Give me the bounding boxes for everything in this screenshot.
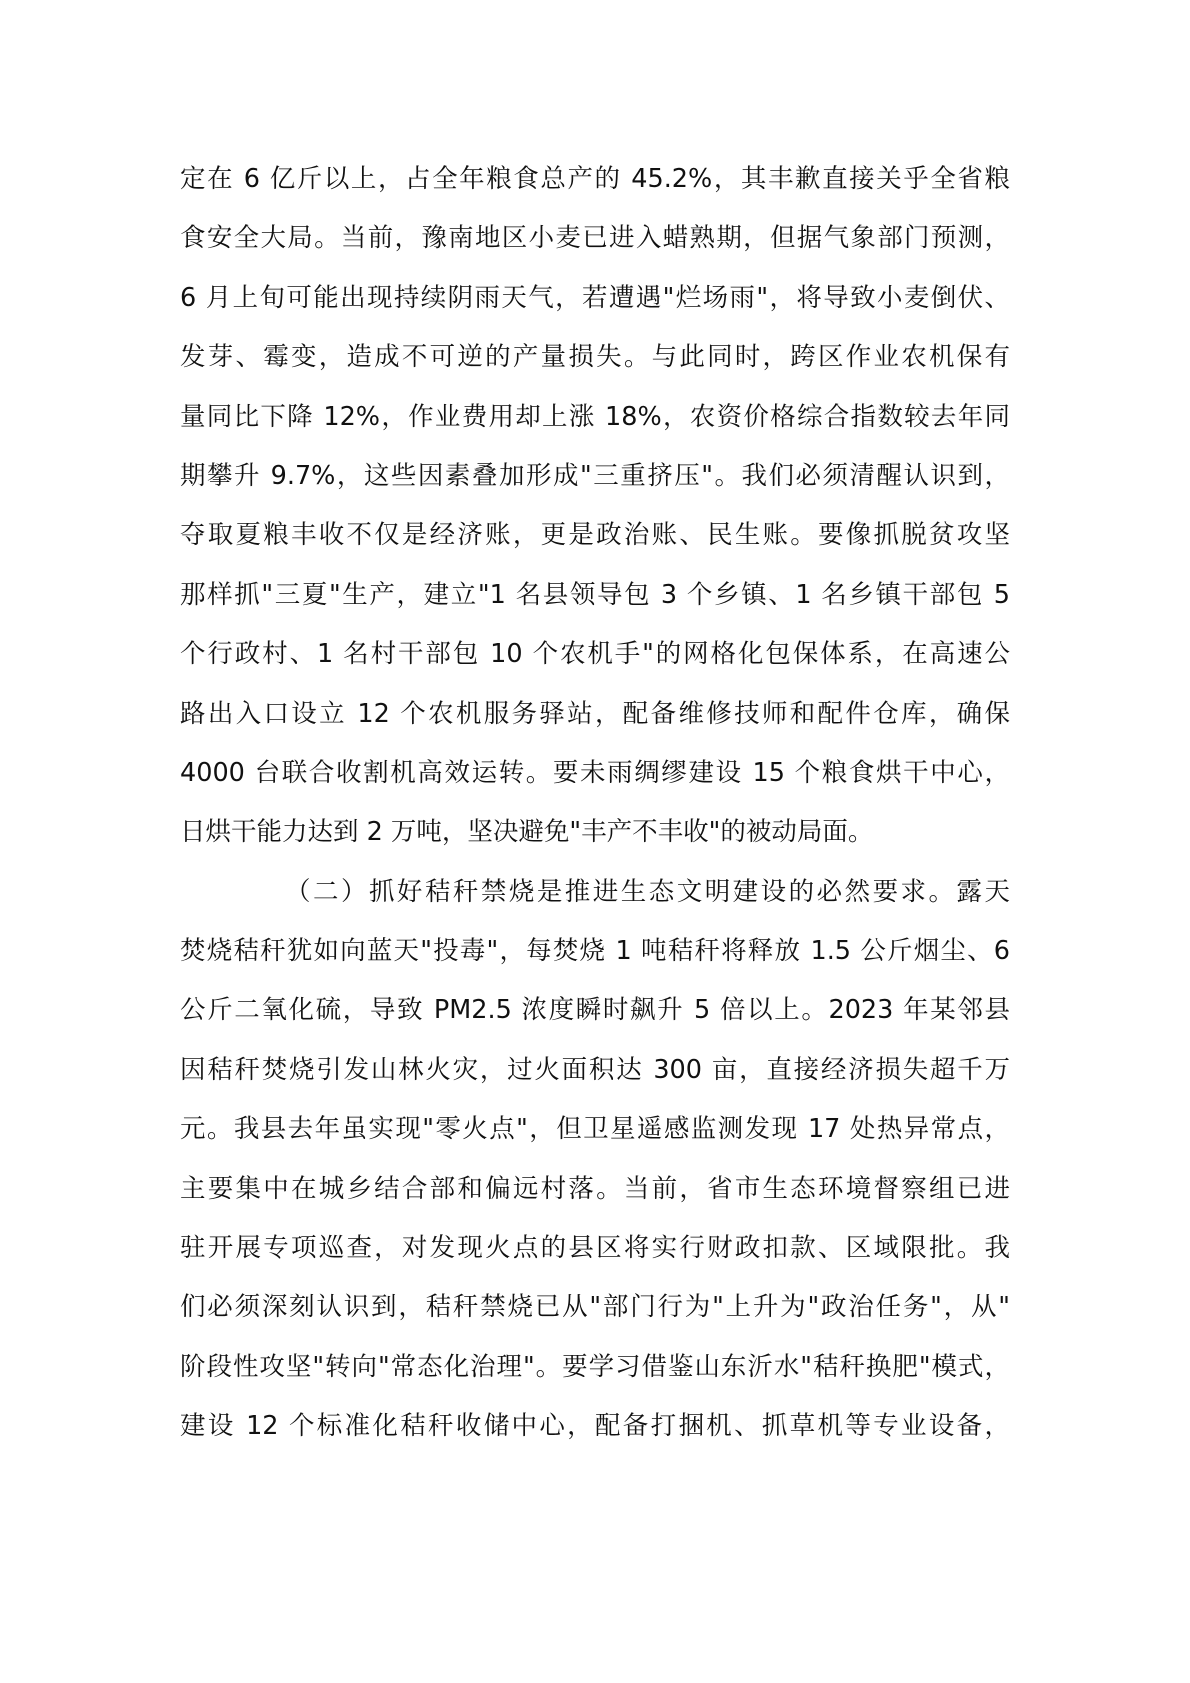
text-line: 食安全大局。当前，豫南地区小麦已进入蜡熟期，但据气象部门预测， [180,223,1010,254]
text-line: 个行政村、1 名村干部包 10 个农机手"的网格化包保体系，在高速公 [180,639,1010,670]
text-line: 主要集中在城乡结合部和偏远村落。当前，省市生态环境督察组已进 [180,1173,1010,1204]
paragraph-last-line: 日烘干能力达到 2 万吨，坚决避免"丰产不丰收"的被动局面。 [180,817,874,848]
body-text [180,150,1010,1457]
text-line: 那样抓"三夏"生产，建立"1 名县领导包 3 个乡镇、1 名乡镇干部包 5 [180,579,1010,610]
text-line: 路出入口设立 12 个农机服务驿站，配备维修技师和配件仓库，确保 [180,698,1010,729]
text-line: 期攀升 9.7%，这些因素叠加形成"三重挤压"。我们必须清醒认识到， [180,460,1010,491]
text-line: 量同比下降 12%，作业费用却上涨 18%，农资价格综合指数较去年同 [180,401,1010,432]
text-line: 阶段性攻坚"转向"常态化治理"。要学习借鉴山东沂水"秸秆换肥"模式， [180,1351,1010,1382]
text-line: 定在 6 亿斤以上，占全年粮食总产的 45.2%，其丰歉直接关乎全省粮 [180,164,1010,194]
text-line: 建设 12 个标准化秸秆收储中心，配备打捆机、抓草机等专业设备， [180,1411,1010,1442]
text-line: 夺取夏粮丰收不仅是经济账，更是政治账、民生账。要像抓脱贫攻坚 [180,520,1010,551]
text-line: 6 月上旬可能出现持续阴雨天气，若遭遇"烂场雨"，将导致小麦倒伏、 [180,282,1010,313]
text-line: 驻开展专项巡查，对发现火点的县区将实行财政扣款、区域限批。我 [180,1233,1010,1264]
section-heading-line: （二）抓好秸秆禁烧是推进生态文明建设的必然要求。露天 [285,876,1010,907]
text-line: 因秸秆焚烧引发山林火灾，过火面积达 300 亩，直接经济损失超千万 [180,1054,1010,1085]
text-line: 公斤二氧化硫，导致 PM2.5 浓度瞬时飙升 5 倍以上。2023 年某邻县 [180,995,1010,1026]
text-line: 发芽、霉变，造成不可逆的产量损失。与此同时，跨区作业农机保有 [180,342,1010,373]
text-line: 4000 台联合收割机高效运转。要未雨绸缪建设 15 个粮食烘干中心， [180,757,1010,788]
text-line: 们必须深刻认识到，秸秆禁烧已从"部门行为"上升为"政治任务"，从" [180,1292,1010,1323]
text-line: 元。我县去年虽实现"零火点"，但卫星遥感监测发现 17 处热异常点， [180,1114,1010,1145]
text-line: 焚烧秸秆犹如向蓝天"投毒"，每焚烧 1 吨秸秆将释放 1.5 公斤烟尘、6 [180,936,1010,967]
